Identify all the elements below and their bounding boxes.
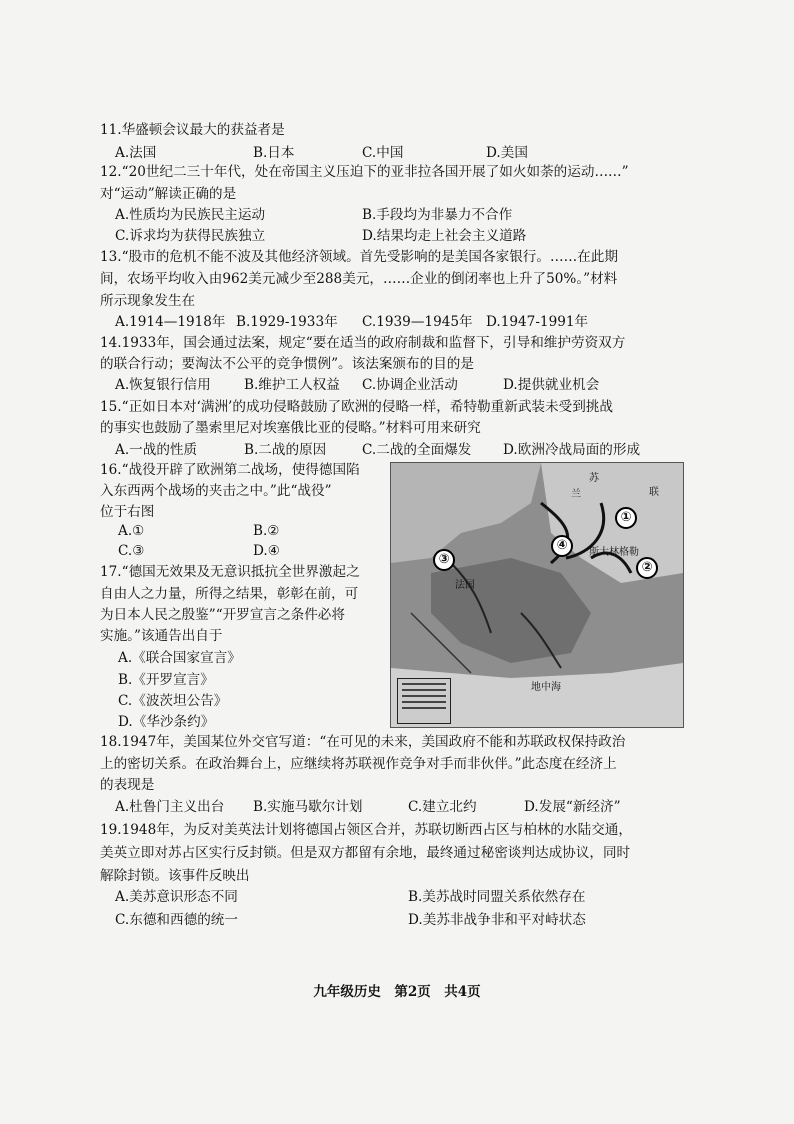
q12-stem-1: 12.“20世纪二三十年代，处在帝国主义压迫下的亚非拉各国开展了如火如荼的运动……” bbox=[100, 164, 629, 180]
map-marker-4: ④ bbox=[551, 535, 573, 557]
q16-option-c: C.③ bbox=[118, 543, 145, 559]
q12-stem-2: 对“运动”解读正确的是 bbox=[100, 186, 237, 202]
q16-stem-3: 位于右图 bbox=[100, 504, 155, 520]
q12-option-d: D.结果均走上社会主义道路 bbox=[362, 228, 527, 244]
map-marker-2: ② bbox=[636, 557, 658, 579]
q17-option-c: C.《波茨坦公告》 bbox=[118, 693, 228, 709]
q17-option-a: A.《联合国家宣言》 bbox=[118, 650, 241, 666]
q18-stem-1: 18.1947年，美国某位外交官写道：“在可见的未来，美国政府不能和苏联政权保持政治 bbox=[100, 734, 626, 750]
q18-stem-3: 的表现是 bbox=[100, 777, 155, 793]
q19-option-b: B.美苏战时同盟关系依然存在 bbox=[408, 889, 586, 905]
q18-stem-2: 上的密切关系。在政治舞台上，应继续将苏联视作竞争对手而非伙伴。”此态度在经济上 bbox=[100, 756, 617, 772]
q18-option-b: B.实施马歇尔计划 bbox=[253, 799, 363, 815]
q15-option-d: D.欧洲冷战局面的形成 bbox=[503, 442, 641, 458]
q15-option-b: B.二战的原因 bbox=[244, 442, 327, 458]
q11-option-b: B.日本 bbox=[253, 145, 295, 161]
q17-stem-2: 自由人之力量，所得之结果，彰彰在前，可 bbox=[100, 586, 359, 602]
q14-stem-1: 14.1933年，国会通过法案，规定“要在适当的政府制裁和监督下，引导和维护劳资双方 bbox=[100, 335, 626, 351]
q16-stem-2: 入东西两个战场的夹击之中。”此“战役” bbox=[100, 483, 332, 499]
q11-option-c: C.中国 bbox=[362, 145, 404, 161]
q14-option-c: C.协调企业活动 bbox=[362, 377, 458, 393]
page-footer: 九年级历史 第2页 共4页 bbox=[313, 984, 481, 1000]
q14-option-b: B.维护工人权益 bbox=[244, 377, 340, 393]
q18-option-a: A.杜鲁门主义出台 bbox=[115, 799, 225, 815]
q14-stem-2: 的联合行动；要淘汰不公平的竞争惯例”。该法案颁布的目的是 bbox=[100, 356, 474, 372]
q15-stem-1: 15.“正如日本对‘满洲’的成功侵略鼓励了欧洲的侵略一样，希特勒重新武装未受到挑战 bbox=[100, 399, 613, 415]
q12-option-a: A.性质均为民族民主运动 bbox=[115, 207, 266, 223]
q16-option-a: A.① bbox=[118, 523, 145, 539]
map-marker-1: ① bbox=[615, 507, 637, 529]
q19-stem-2: 美英立即对苏占区实行反封锁。但是双方都留有余地，最终通过秘密谈判达成协议，同时 bbox=[100, 845, 631, 861]
q13-stem-2: 间，农场平均收入由962美元减少至288美元，……企业的倒闭率也上升了50%。”材料 bbox=[100, 271, 618, 287]
q17-stem-4: 实施。”该通告出自于 bbox=[100, 628, 223, 644]
q13-option-a: A.1914—1918年 bbox=[115, 314, 226, 330]
map-legend bbox=[397, 678, 451, 724]
map-label-soviet-2: 联 bbox=[649, 487, 659, 498]
q17-option-b: B.《开罗宣言》 bbox=[118, 672, 214, 688]
q16-option-b: B.② bbox=[253, 523, 280, 539]
europe-war-map bbox=[390, 462, 684, 728]
map-label-mediterranean: 地中海 bbox=[531, 682, 561, 693]
q17-stem-3: 为日本人民之殷鉴”“开罗宣言之条件必将 bbox=[100, 607, 345, 623]
q11-option-a: A.法国 bbox=[115, 145, 157, 161]
q17-option-d: D.《华沙条约》 bbox=[118, 714, 215, 730]
q13-option-c: C.1939—1945年 bbox=[362, 314, 473, 330]
q16-stem-1: 16.“战役开辟了欧洲第二战场，使得德国陷 bbox=[100, 462, 360, 478]
q15-option-a: A.一战的性质 bbox=[115, 442, 198, 458]
q13-stem-3: 所示现象发生在 bbox=[100, 293, 196, 309]
q14-option-a: A.恢复银行信用 bbox=[115, 377, 211, 393]
q19-option-a: A.美苏意识形态不同 bbox=[115, 889, 238, 905]
q13-option-b: B.1929-1933年 bbox=[236, 314, 338, 330]
q18-option-c: C.建立北约 bbox=[408, 799, 477, 815]
map-label-france: 法国 bbox=[455, 580, 475, 591]
q15-option-c: C.二战的全面爆发 bbox=[362, 442, 472, 458]
q16-option-d: D.④ bbox=[253, 543, 280, 559]
q19-stem-3: 解除封锁。该事件反映出 bbox=[100, 868, 250, 884]
q13-stem-1: 13.“股市的危机不能不波及其他经济领域。首先受影响的是美国各家银行。……在此期 bbox=[100, 249, 618, 265]
q15-stem-2: 的事实也鼓励了墨索里尼对埃塞俄比亚的侵略。”材料可用来研究 bbox=[100, 420, 481, 436]
q19-option-d: D.美苏非战争非和平对峙状态 bbox=[408, 912, 586, 928]
map-label-soviet-1: 苏 bbox=[589, 473, 599, 484]
q19-stem-1: 19.1948年，为反对美英法计划将德国占领区合并，苏联切断西占区与柏林的水陆交通， bbox=[100, 822, 632, 838]
q19-option-c: C.东德和西德的统一 bbox=[115, 912, 238, 928]
q11-option-d: D.美国 bbox=[486, 145, 528, 161]
q13-option-d: D.1947-1991年 bbox=[486, 314, 589, 330]
q11-stem: 11.华盛顿会议最大的获益者是 bbox=[100, 122, 285, 138]
map-marker-3: ③ bbox=[433, 549, 455, 571]
q14-option-d: D.提供就业机会 bbox=[503, 377, 600, 393]
map-label-stalingrad: 斯大林格勒 bbox=[589, 547, 639, 558]
q12-option-b: B.手段均为非暴力不合作 bbox=[362, 207, 513, 223]
q17-stem-1: 17.“德国无效果及无意识抵抗全世界激起之 bbox=[100, 564, 360, 580]
q18-option-d: D.发展“新经济” bbox=[524, 799, 621, 815]
map-label-top-3: 兰 bbox=[571, 489, 581, 500]
q12-option-c: C.诉求均为获得民族独立 bbox=[115, 228, 266, 244]
